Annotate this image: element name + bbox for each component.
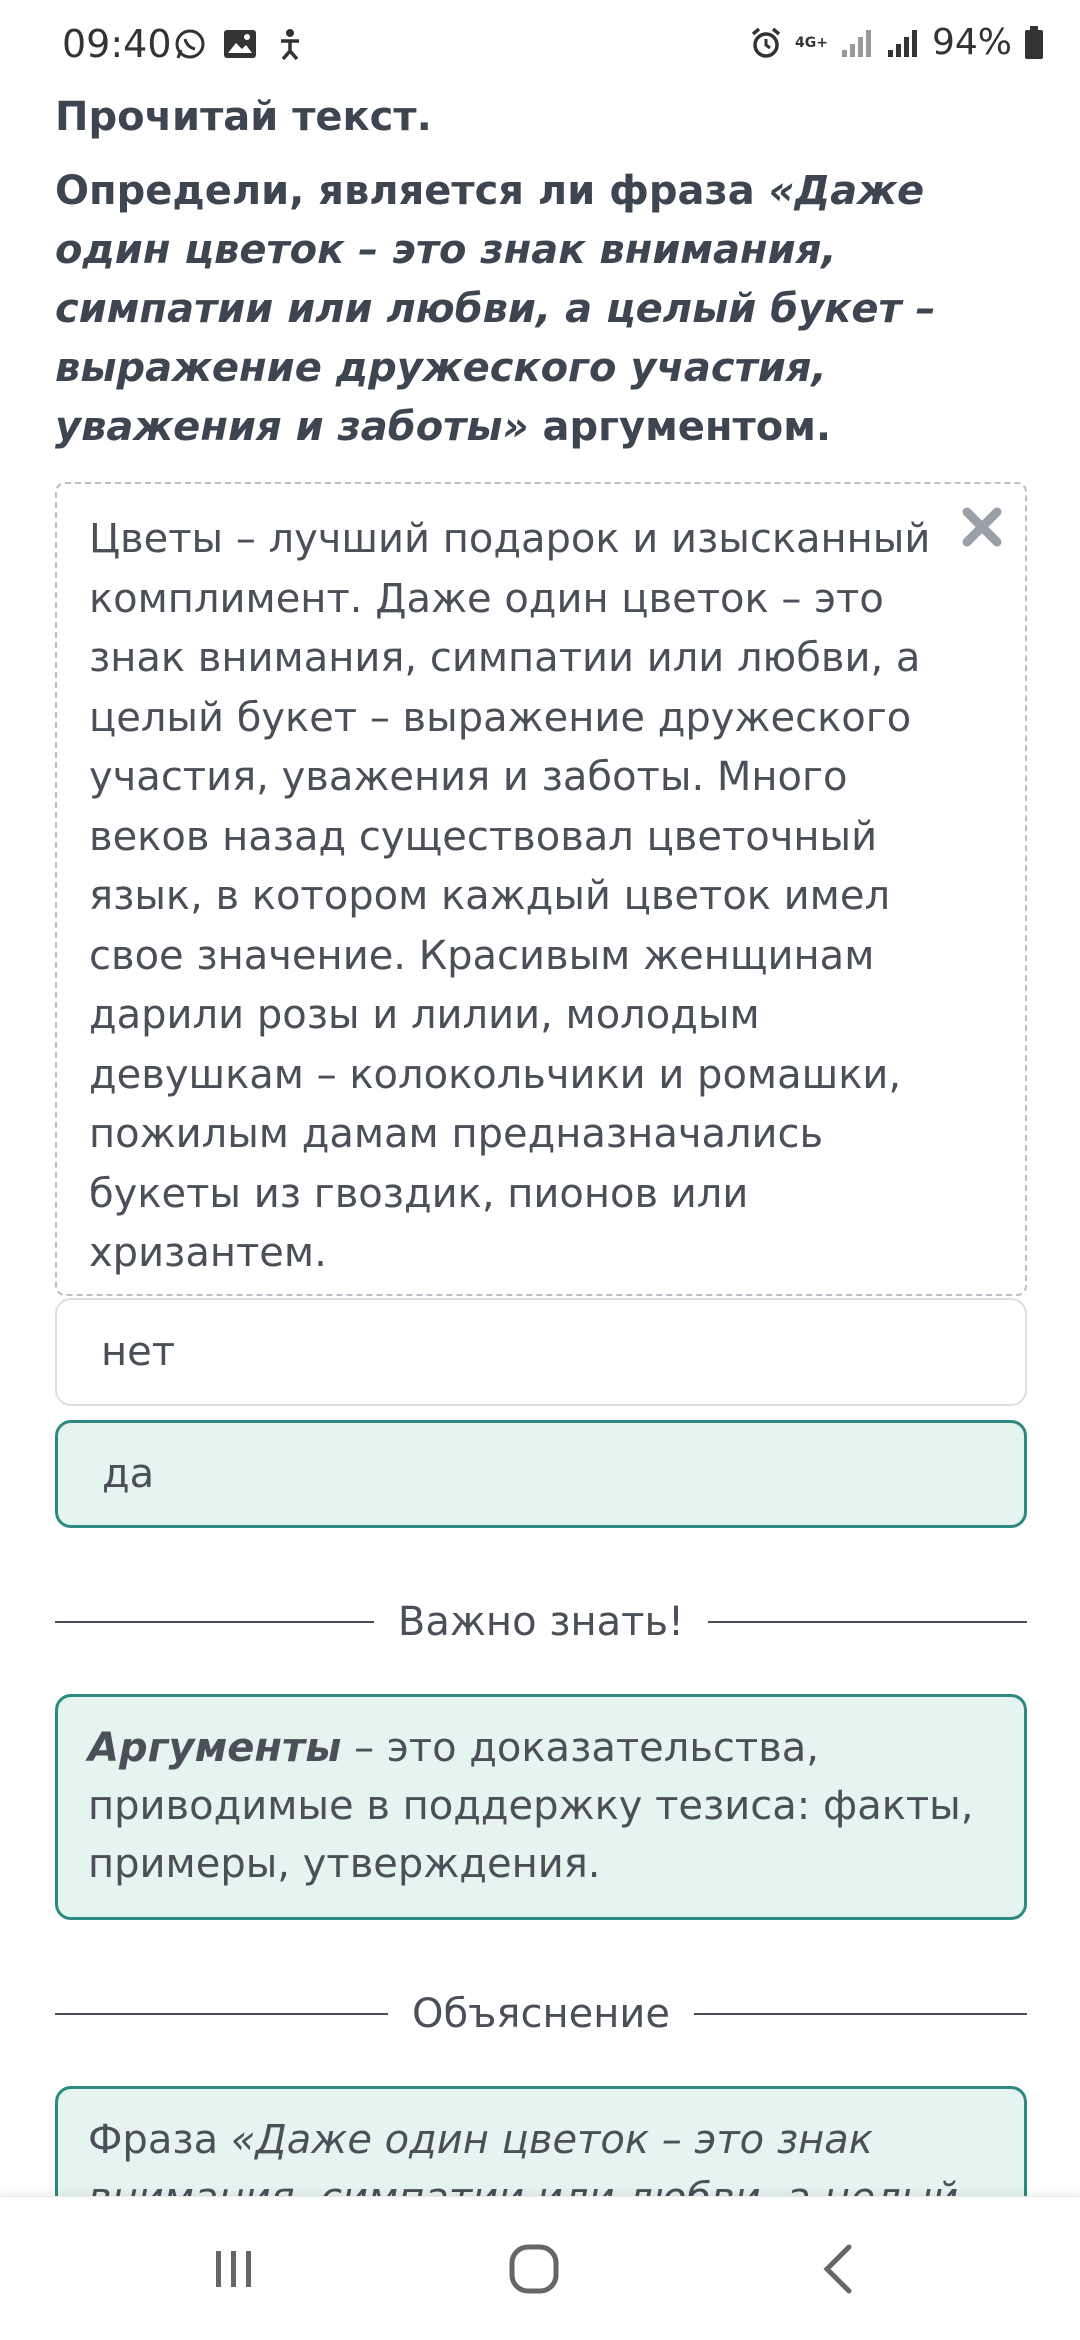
whatsapp-icon xyxy=(172,26,208,62)
home-icon[interactable] xyxy=(498,2233,570,2305)
option-no-button[interactable] xyxy=(55,1298,1027,1406)
divider-line xyxy=(55,2013,388,2015)
signal-icon-2 xyxy=(886,28,920,58)
system-icons xyxy=(749,22,1044,63)
explanation-divider xyxy=(55,1984,1027,2044)
status-bar xyxy=(0,0,1080,90)
divider-line xyxy=(694,2013,1027,2015)
important-text xyxy=(88,1719,988,1893)
accessibility-icon xyxy=(272,26,308,62)
signal-icon xyxy=(840,28,874,58)
explanation-title: Объяснение xyxy=(412,1991,670,2037)
option-no-label: нет xyxy=(101,1329,176,1375)
divider-line xyxy=(708,1621,1027,1623)
task-heading: Прочитай текст. xyxy=(55,94,432,140)
question-prefix: Определи, является ли фраза xyxy=(55,168,769,214)
status-time: 09:40 xyxy=(62,22,172,66)
explanation-quote: «Даже один цветок – это знак xyxy=(230,2117,873,2163)
option-yes-button[interactable] xyxy=(55,1420,1027,1528)
battery-level: 94% xyxy=(931,22,1012,63)
question-quote: «Даже один цветок – это знак внимания, симпатии или любви, а целый букет – выражение дружеского участия, уважения и заботы» xyxy=(55,168,936,450)
navigation-bar xyxy=(0,2196,1080,2340)
important-title: Важно знать! xyxy=(397,1599,685,1645)
important-term: Аргументы xyxy=(88,1725,342,1771)
battery-icon xyxy=(1024,26,1044,60)
option-yes-label: да xyxy=(102,1451,155,1497)
important-divider xyxy=(55,1592,1027,1652)
explanation-prefix: Фраза xyxy=(88,2117,231,2163)
close-icon[interactable] xyxy=(957,502,1007,552)
task-question xyxy=(55,162,1027,457)
alarm-icon xyxy=(749,26,783,60)
notification-icons xyxy=(172,26,308,62)
divider-line xyxy=(55,1621,374,1623)
back-icon[interactable] xyxy=(803,2233,875,2305)
recent-apps-icon[interactable] xyxy=(198,2233,270,2305)
question-suffix: аргументом. xyxy=(528,404,832,450)
important-box xyxy=(55,1694,1027,1920)
passage-text: Цветы – лучший подарок и изысканный комплимент. Даже один цветок – это знак внимания, симпатии или любви, а целый букет – выражение дружеского участия, уважения и заботы. Много веков назад существовал цветочный язык, в котором каждый цветок имел свое значение. Красивым женщинам дарили розы и лилии, молодым девушкам – колокольчики и ромашки, пожилым дамам предназначались букеты из гвоздик, пионов или хризантем. xyxy=(89,516,931,1276)
network-type: 4G+ xyxy=(795,34,828,51)
important-definition: – это доказательства, приводимые в поддержку тезиса: факты, примеры, утверждения. xyxy=(88,1725,974,1887)
passage-card[interactable] xyxy=(55,482,1027,1296)
task-header xyxy=(55,88,1027,457)
gallery-icon xyxy=(222,26,258,62)
